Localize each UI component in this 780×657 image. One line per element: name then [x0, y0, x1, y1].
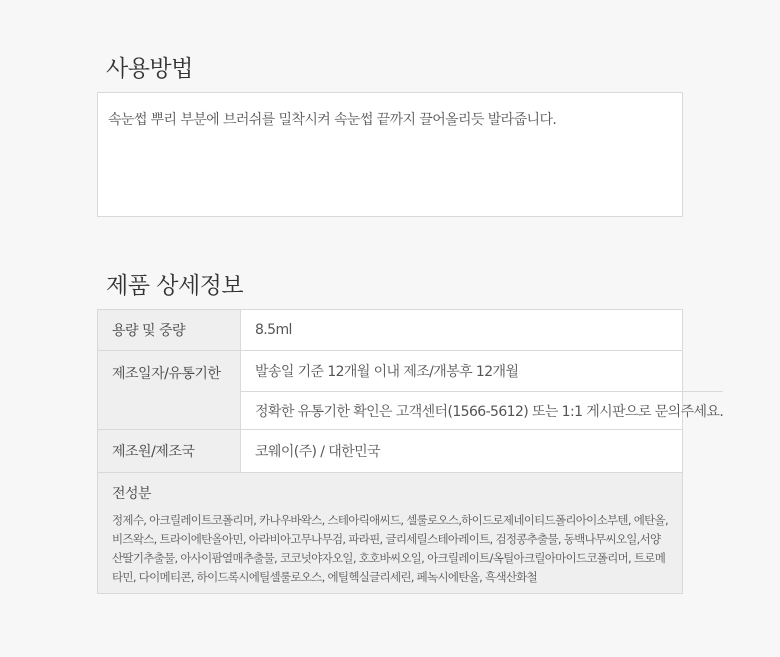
usage-box [97, 92, 683, 217]
ingredients-text: 정제수, 아크릴레이트코폴리머, 카나우바왁스, 스테아릭애씨드, 셀룰로오스,하이드로제네이티드폴리아이소부텐, 에탄올, 비즈왁스, 트라이에탄올아민, 아라비아고무나무검, 파라핀, 글리세릴스테아레이트, 검정콩추출물, 동백나무씨오일,서양산딸기추출물, 아사이팜열매추출물, 코코넛야자오일, 호호바씨오일, 아크릴레이트/옥틸아크릴아마이드코폴리머, 트로메타민, 다이메티콘, 하이드록시에틸셀룰로오스, 에틸헥실글리세린, 페녹시에탄올, 흑색산화철 [112, 513, 668, 584]
maker-row [98, 430, 682, 473]
maker-value: 코웨이(주) / 대한민국 [255, 444, 380, 460]
date-value-manufacture: 발송일 기준 12개월 이내 제조/개봉후 12개월 [255, 364, 519, 380]
volume-value-cell [241, 310, 682, 350]
maker-label: 제조원/제조국 [98, 430, 241, 472]
product-detail-table [97, 309, 724, 594]
ingredients-label: 전성분 [112, 486, 152, 502]
volume-label: 용량 및 중량 [98, 310, 241, 350]
date-row [98, 351, 724, 430]
volume-row [98, 310, 682, 351]
usage-section-title: 사용방법 [106, 56, 193, 82]
date-value-inquiry: 정확한 유통기한 확인은 고객센터(1566-5612) 또는 1:1 게시판으로 문의주세요. [241, 391, 723, 429]
usage-text: 속눈썹 뿌리 부분에 브러쉬를 밀착시켜 속눈썹 끝까지 끌어올리듯 발라줍니다. [108, 112, 557, 128]
date-value-cell [241, 351, 723, 429]
maker-value-cell [241, 430, 682, 472]
volume-value: 8.5ml [255, 322, 292, 338]
detail-section-title: 제품 상세정보 [106, 273, 244, 299]
date-label: 제조일자/유통기한 [98, 351, 241, 429]
ingredients-block [98, 473, 682, 593]
